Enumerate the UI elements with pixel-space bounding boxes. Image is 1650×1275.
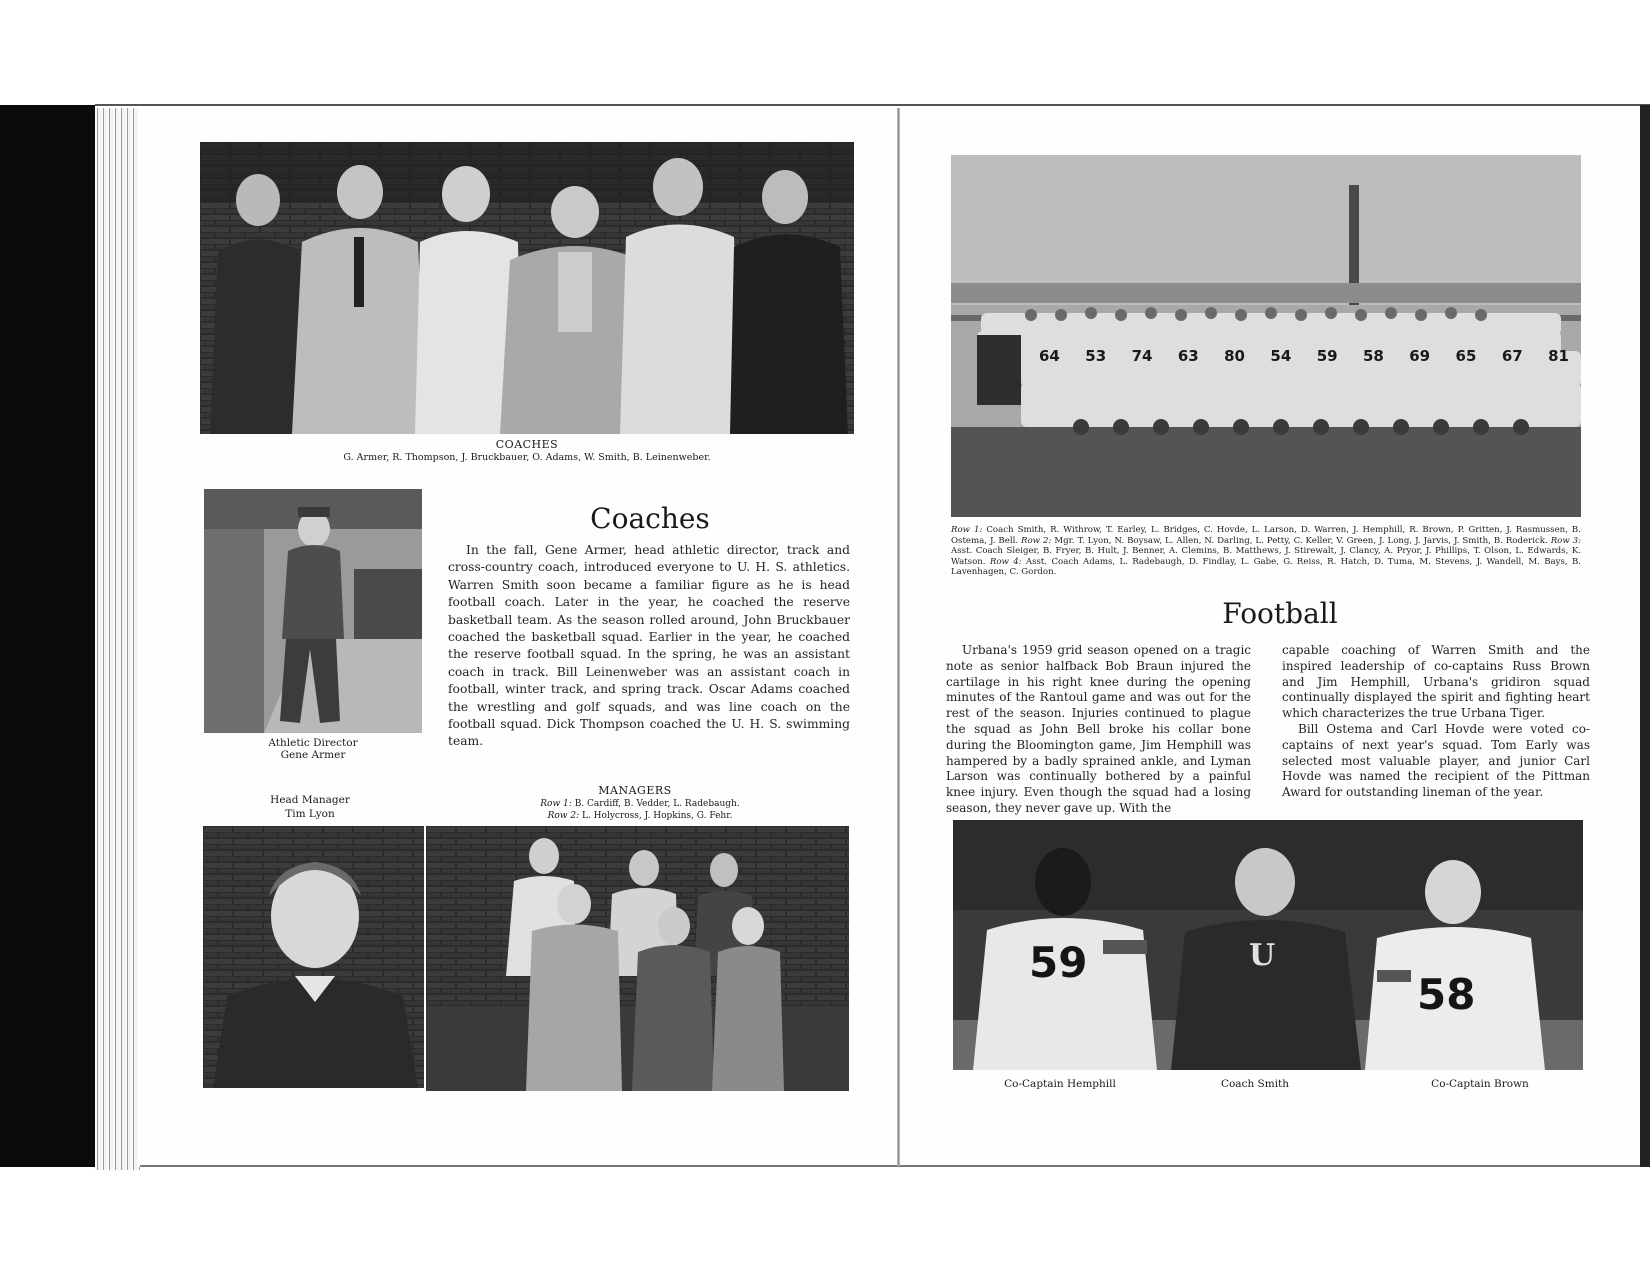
managers-row1 [520,798,760,810]
spread-bottom-edge [140,1165,1650,1167]
coaches-heading: Coaches [590,502,710,535]
managers-row2-label: Row 2: [547,811,580,821]
caption-co-captain-brown: Co-Captain Brown [1431,1078,1529,1090]
jersey-number: 54 [1270,347,1292,365]
managers-title: MANAGERS [598,784,672,797]
coaches-photo-names: G. Armer, R. Thompson, J. Bruckbauer, O. Adams, W. Smith, B. Leinenweber. [343,452,711,463]
coach-shirt-letter: U [1249,938,1276,973]
football-heading: Football [1222,597,1338,630]
coaches-body-text: In the fall, Gene Armer, head athletic director, track and cross-country coach, introduced everyone to U. H. S. athletics. Warren Smith soon became a familiar figure as he is head football coach. Later in the year, he coached the reserve basketball team. As the season rolled around, John Bruckbauer coached the basketball squad. Earlier in the year, he coached the reserve football squad. In the spring, he was an assistant coach in track. Bill Leinenweber was an assistant coach in football, winter track, and spring track. Oscar Adams coached the wrestling and golf squads, and was line coach on the football squad. Dick Thompson coached the U. H. S. swimming team. [448,543,850,749]
athletic-director-caption-line2: Gene Armer [280,749,346,761]
team-roster-caption [951,525,1581,578]
football-body-col1: Urbana's 1959 grid season opened on a tragic note as senior halfback Bob Braun injured the cartilage in his right knee during the opening minutes of the Rantoul game and was out for the rest of the season. Injuries continued to plague the squad as John Bell broke his collar bone during the Bloomington game, Jim Hemphill was hampered by a badly sprained ankle, and Lyman Larson was continually bothered by a painful knee injury. Even though the squad had a losing season, they never gave up. With the [946,643,1251,815]
managers-row2-names: L. Holycross, J. Hopkins, G. Fehr. [581,811,733,821]
roster-row2-label: Row 2: [1021,535,1052,546]
jersey-number: 81 [1548,347,1569,365]
spread-top-edge [95,104,1650,106]
jersey-number: 74 [1131,347,1153,365]
jersey-number: 80 [1224,347,1245,365]
jersey-number: 53 [1085,347,1107,365]
coaches-photo [200,142,854,434]
jersey-number: 58 [1362,347,1384,365]
jersey-number: 69 [1409,347,1431,365]
captain-left-jersey-number: 59 [1029,938,1088,987]
football-body-col2-p1: capable coaching of Warren Smith and the inspired leadership of co-captains Russ Brown and Jim Hemphill, Urbana's gridiron squad continually displayed the spirit and fighting heart which characterizes the true Urbana Tiger. [1282,643,1590,721]
book-spine-shadow [0,105,95,1167]
athletic-director-photo [204,489,422,733]
roster-row3-names: Asst. Coach Sleiger, B. Fryer, B. Hult, J. Benner, A. Clemins, B. Matthews, J. Stirewalt, J. Clancy, A. Pryor, J. Phillips, T. Olson, L. Edwards, K. Watson. [951,546,1581,567]
jersey-number: 67 [1501,347,1523,365]
roster-row4-names: Asst. Coach Adams, L. Radebaugh, D. Findlay, L. Gabe, G. Reiss, R. Hatch, D. Tuma, M. Stevens, J. Wandell, M. Bays, B. Lavenhagen, C. Gordon. [951,556,1582,578]
football-body-col2-p2: Bill Ostema and Carl Hovde were voted co-captains of next year's squad. Tom Early was selected most valuable player, and junior Carl Hovde was named the recipient of the Pittman Award for outstanding lineman of the year. [1282,721,1590,800]
captains-photo [953,820,1583,1070]
football-body-col2 [1282,643,1590,801]
football-team-photo [951,155,1581,517]
caption-coach-smith: Coach Smith [1220,1078,1290,1090]
roster-row2-names: Mgr. T. Lyon, N. Boysaw, L. Allen, N. Darling, L. Petty, C. Keller, V. Green, J. Long, J. Jarvis, J. Smith, B. Roderick. [1054,535,1548,546]
roster-row1-label: Row 1: [951,525,983,535]
managers-photo [426,826,849,1091]
jersey-number: 65 [1455,347,1477,365]
captain-right-jersey-number: 58 [1417,970,1476,1019]
caption-co-captain-hemphill: Co-Captain Hemphill [1004,1078,1116,1090]
page-edges [95,108,140,1170]
head-manager-photo [203,826,424,1088]
athletic-director-caption-line1: Athletic Director [268,737,358,749]
jersey-number: 64 [1039,347,1060,365]
head-manager-caption-line2: Tim Lyon [285,808,335,820]
head-manager-caption-line1: Head Manager [270,794,350,806]
roster-row3-label: Row 3: [1550,535,1582,546]
center-gutter [897,108,900,1166]
roster-row4-label: Row 4: [989,556,1022,567]
right-page-edge [1640,105,1650,1167]
jersey-number: 59 [1316,347,1338,365]
managers-row1-names: B. Cardiff, B. Vedder, L. Radebaugh. [574,799,740,809]
roster-row1-names: Coach Smith, R. Withrow, T. Earley, L. Bridges, C. Hovde, L. Larson, D. Warren, J. Hemphill, R. Brown, P. Gritten, J. Rasmussen, B. Ostema, J. Bell. [951,525,1581,546]
coaches-photo-title: COACHES [495,438,559,451]
jersey-number: 63 [1177,347,1199,365]
team-jersey-numbers [1039,347,1569,365]
managers-row1-label: Row 1: [540,799,572,809]
managers-row2 [520,810,760,822]
